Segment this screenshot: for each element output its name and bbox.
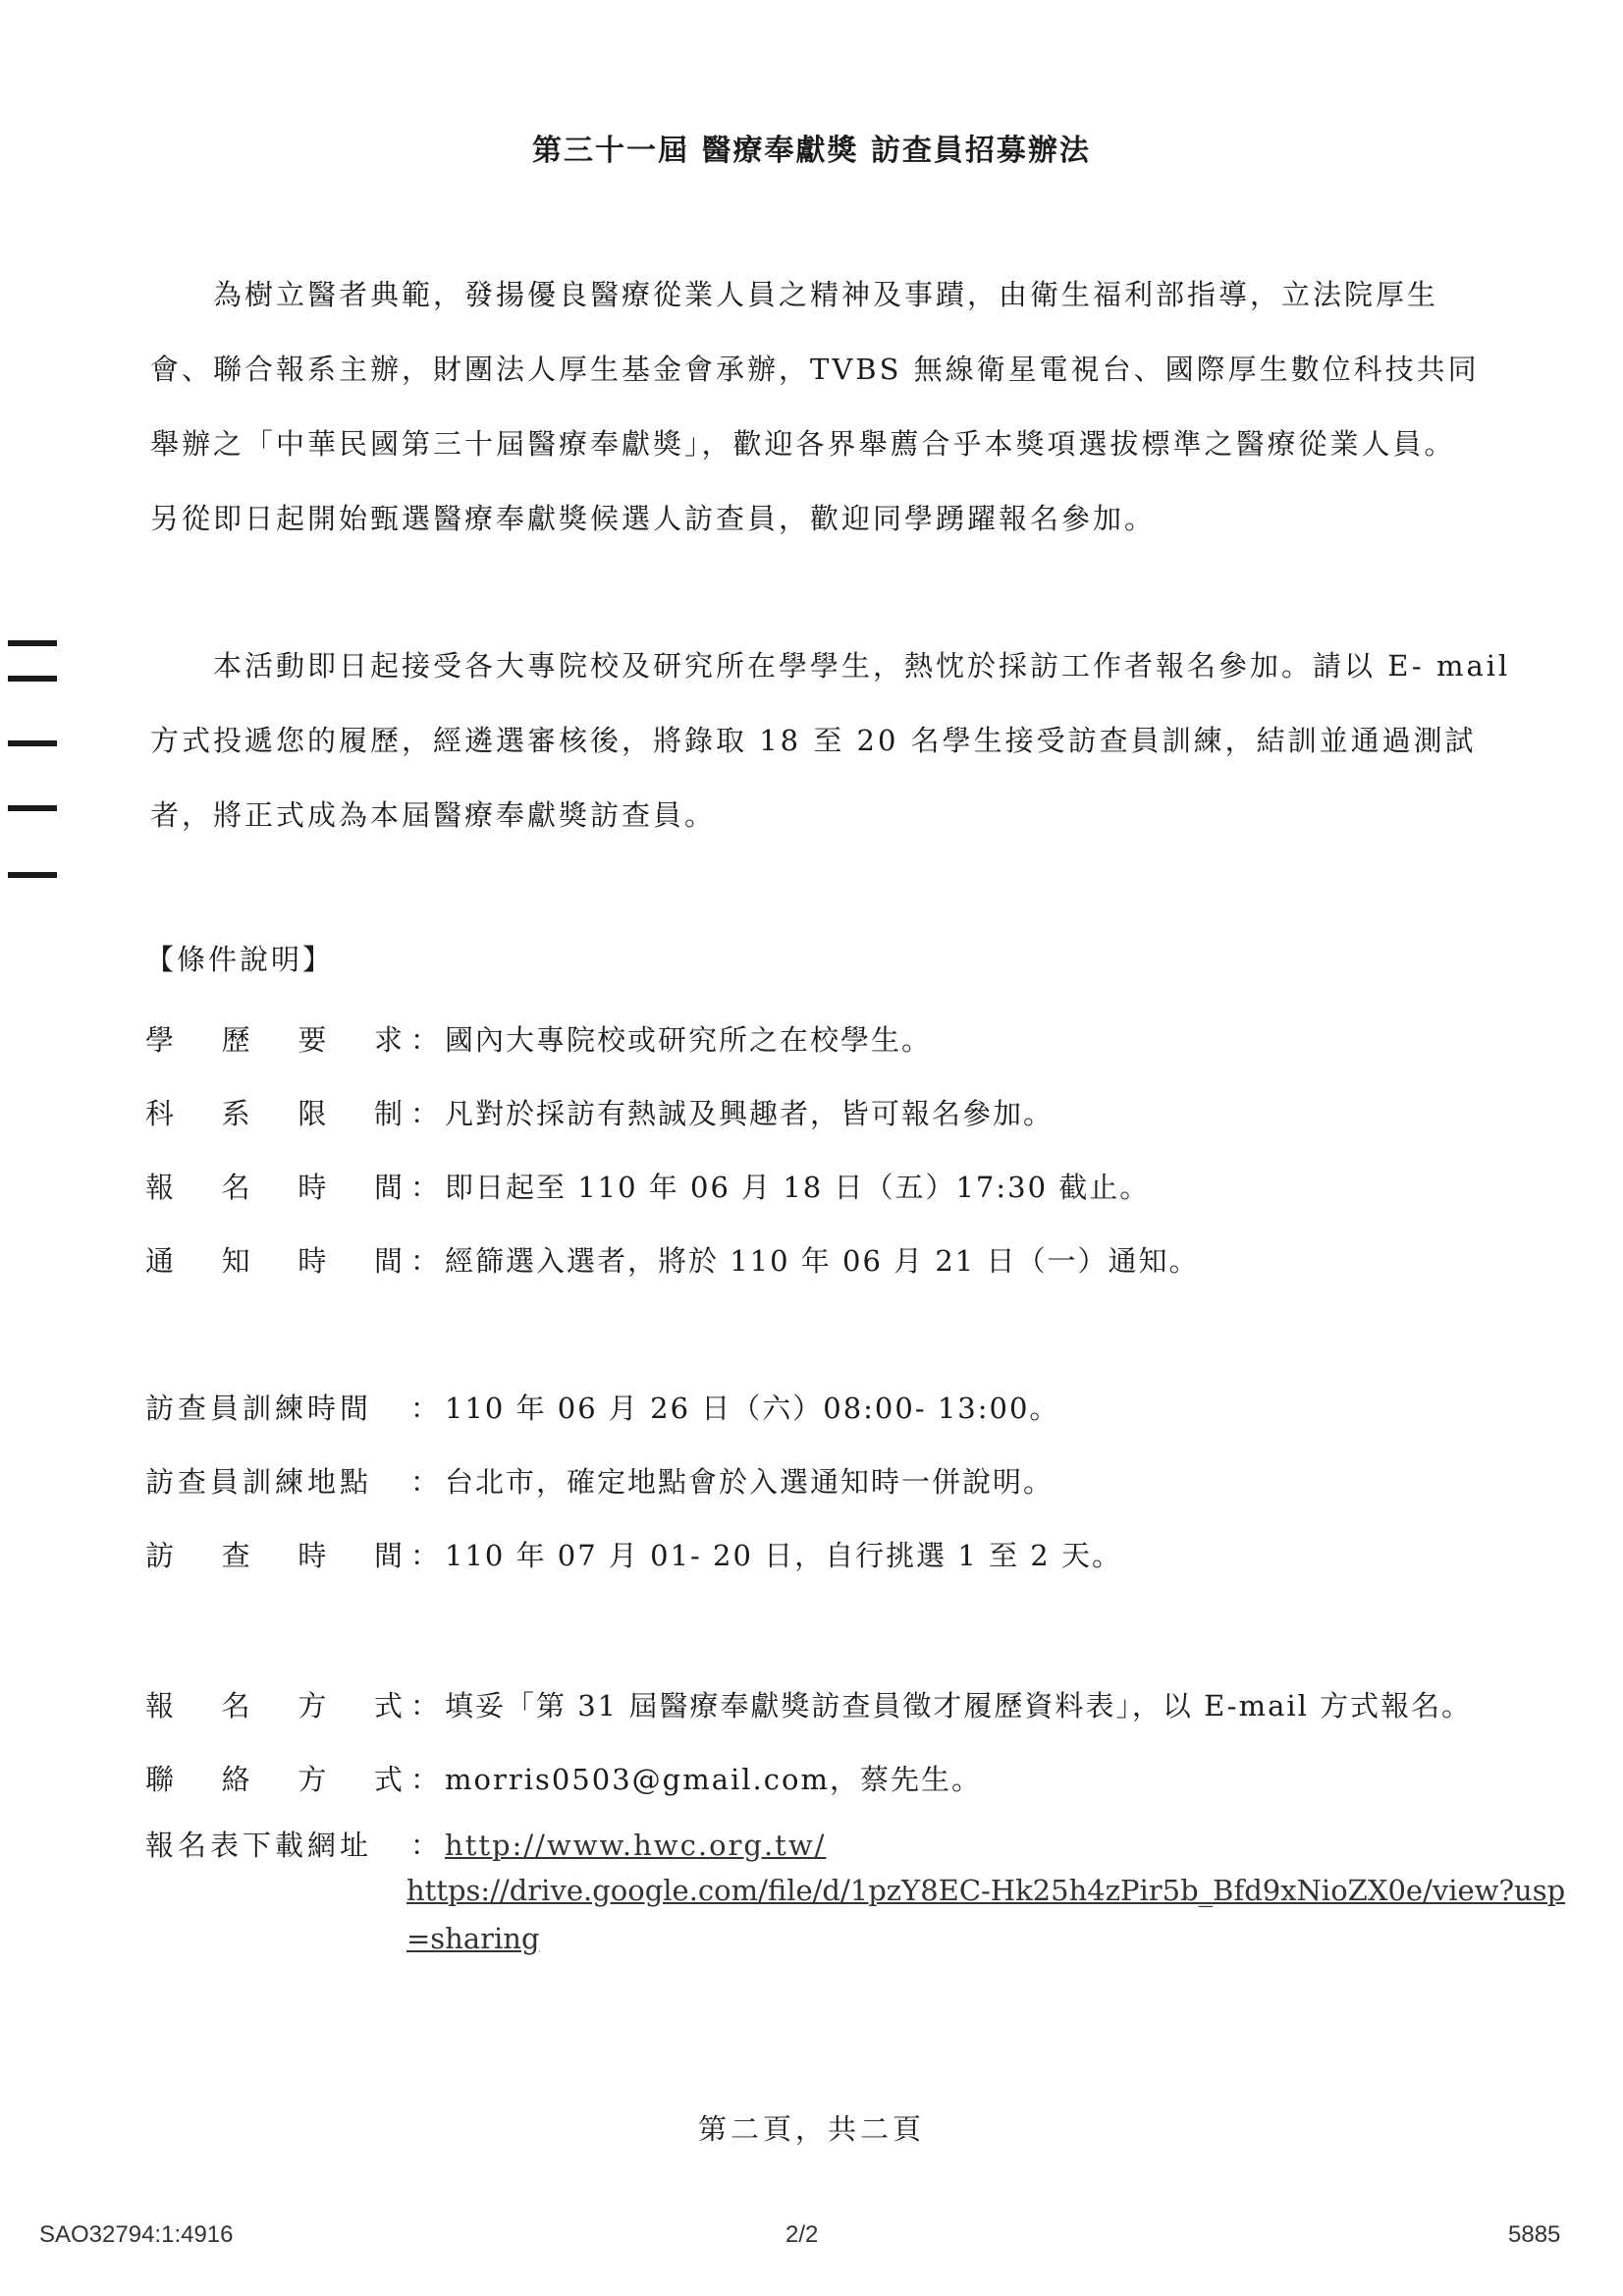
- footer-document-id: SAO32794:1:4916: [39, 2221, 234, 2248]
- intro-paragraph: [150, 257, 1505, 556]
- footer-number: 5885: [1508, 2221, 1561, 2248]
- visit-time: 訪 查 時 間 ： 110 年 07 月 01- 20 日，自行挑選 1 至 2 天。: [145, 1534, 1122, 1574]
- signup-label: 聯 絡 方 式: [145, 1763, 405, 1796]
- download-link-drive-continued[interactable]: =sharing: [406, 1922, 540, 1955]
- download-link-drive[interactable]: https://drive.google.com/file/d/1pzY8EC-Hk25h4zPir5b_Bfd9xNioZX0e/view?usp: [406, 1874, 1566, 1907]
- condition-notify-time: 通 知 時 間 ： 經篩選入選者，將於 110 年 06 月 21 日（一）通知。: [145, 1239, 1199, 1280]
- signup-value: 填妥「第 31 屆醫療奉獻獎訪查員徵才履歷資料表」，以 E-mail 方式報名。: [445, 1689, 1473, 1722]
- condition-signup-time: 報 名 時 間 ： 即日起至 110 年 06 月 18 日（五）17:30 截止。: [145, 1166, 1150, 1206]
- condition-label: 通 知 時 間: [145, 1244, 405, 1278]
- condition-label: 科 系 限 制: [145, 1097, 405, 1130]
- download-link-website[interactable]: http://www.hwc.org.tw/: [445, 1829, 827, 1862]
- contact-method: 聯 絡 方 式 ： morris0503@gmail.com，蔡先生。: [145, 1758, 982, 1798]
- training-value: 110 年 06 月 26 日（六）08:00- 13:00。: [445, 1392, 1060, 1425]
- training-location: 訪查員訓練地點 ： 台北市，確定地點會於入選通知時一併說明。: [145, 1460, 1054, 1501]
- recruit-paragraph: [150, 629, 1511, 852]
- margin-mark: [8, 640, 57, 646]
- download-row: 報名表下載網址 ： http://www.hwc.org.tw/: [145, 1824, 826, 1864]
- intro-line: 會、聯合報系主辦，財團法人厚生基金會承辦，TVBS 無線衛星電視台、國際厚生數位科技共同: [150, 353, 1480, 386]
- signup-label: 報 名 方 式: [145, 1689, 405, 1722]
- intro-line: 為樹立醫者典範，發揚優良醫療從業人員之精神及事蹟，由衛生福利部指導，立法院厚生: [213, 278, 1439, 311]
- condition-label: 報 名 時 間: [145, 1171, 405, 1204]
- training-value: 台北市，確定地點會於入選通知時一併說明。: [445, 1465, 1055, 1499]
- condition-department: 科 系 限 制 ： 凡對於採訪有熱誠及興趣者，皆可報名參加。: [145, 1092, 1054, 1132]
- margin-mark: [8, 676, 57, 682]
- intro-line: 另從即日起開始甄選醫療奉獻獎候選人訪查員，歡迎同學踴躍報名參加。: [150, 502, 1157, 535]
- training-label: 訪 查 時 間: [145, 1539, 405, 1572]
- condition-value: 國內大專院校或研究所之在校學生。: [445, 1023, 933, 1057]
- condition-value: 經篩選入選者，將於 110 年 06 月 21 日（一）通知。: [445, 1244, 1200, 1278]
- signup-method: 報 名 方 式 ： 填妥「第 31 屆醫療奉獻獎訪查員徵才履歷資料表」，以 E-mail 方式報名。: [145, 1684, 1472, 1724]
- document-title: 第三十一屆 醫療奉獻獎 訪查員招募辦法: [532, 134, 1091, 168]
- condition-value: 即日起至 110 年 06 月 18 日（五）17:30 截止。: [445, 1171, 1151, 1204]
- training-time: 訪查員訓練時間 ： 110 年 06 月 26 日（六）08:00- 13:00。: [145, 1387, 1059, 1427]
- page-number: 第二頁，共二頁: [697, 2112, 925, 2146]
- contact-email[interactable]: morris0503@gmail.com，蔡先生。: [445, 1763, 982, 1796]
- condition-education: 學 歷 要 求 ： 國內大專院校或研究所之在校學生。: [145, 1018, 932, 1059]
- recruit-line: 者，將正式成為本屆醫療奉獻獎訪查員。: [150, 798, 717, 832]
- recruit-line: 方式投遞您的履歷，經遴選審核後，將錄取 18 至 20 名學生接受訪查員訓練，結訓並通過測試: [150, 724, 1477, 757]
- download-label: 報名表下載網址: [145, 1829, 373, 1862]
- condition-label: 學 歷 要 求: [145, 1023, 405, 1057]
- intro-line: 舉辦之「中華民國第三十屆醫療奉獻獎」，歡迎各界舉薦合乎本獎項選拔標準之醫療從業人員。: [150, 427, 1456, 461]
- conditions-heading: 【條件說明】: [145, 943, 335, 976]
- margin-mark: [8, 740, 57, 746]
- condition-value: 凡對於採訪有熱誠及興趣者，皆可報名參加。: [445, 1097, 1055, 1130]
- training-value: 110 年 07 月 01- 20 日，自行挑選 1 至 2 天。: [445, 1539, 1122, 1572]
- recruit-line: 本活動即日起接受各大專院校及研究所在學學生，熱忱於採訪工作者報名參加。請以 E- mail: [213, 649, 1511, 683]
- margin-mark: [8, 805, 57, 811]
- margin-mark: [8, 872, 57, 878]
- footer-page-count: 2/2: [785, 2221, 819, 2248]
- training-label: 訪查員訓練地點: [145, 1465, 373, 1499]
- training-label: 訪查員訓練時間: [145, 1392, 373, 1425]
